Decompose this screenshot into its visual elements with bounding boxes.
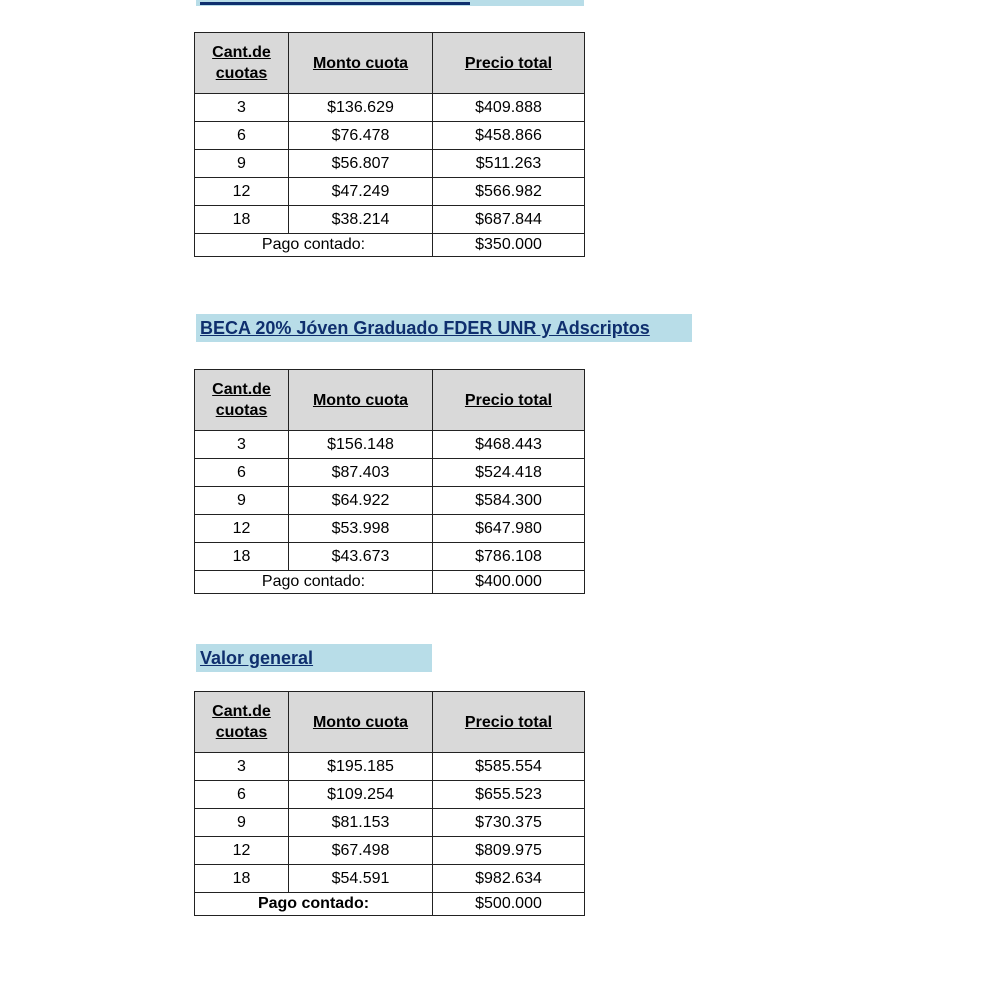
cell-cuotas: 6	[195, 781, 289, 809]
cell-monto: $87.403	[289, 459, 433, 487]
table-row	[195, 781, 585, 809]
cell-precio: $468.443	[433, 431, 585, 459]
cell-monto: $56.807	[289, 150, 433, 178]
cell-cuotas: 9	[195, 809, 289, 837]
cell-cuotas: 12	[195, 178, 289, 206]
cell-cuotas: 3	[195, 431, 289, 459]
header-monto: Monto cuota	[289, 33, 433, 94]
cell-cuotas: 18	[195, 543, 289, 571]
contado-label: Pago contado:	[195, 571, 433, 594]
cell-monto: $156.148	[289, 431, 433, 459]
header-row	[195, 370, 585, 431]
section-banner-top	[196, 0, 584, 6]
section-title: BECA 20% Jóven Graduado FDER UNR y Adscriptos	[200, 318, 650, 338]
header-cuotas: Cant.de cuotas	[195, 692, 289, 753]
price-table-3	[194, 691, 585, 916]
cell-precio: $982.634	[433, 865, 585, 893]
header-monto: Monto cuota	[289, 692, 433, 753]
table-row	[195, 94, 585, 122]
table-row	[195, 837, 585, 865]
cell-monto: $195.185	[289, 753, 433, 781]
cell-precio: $524.418	[433, 459, 585, 487]
cell-cuotas: 3	[195, 94, 289, 122]
cell-monto: $136.629	[289, 94, 433, 122]
cell-precio: $409.888	[433, 94, 585, 122]
cell-monto: $54.591	[289, 865, 433, 893]
header-precio: Precio total	[433, 370, 585, 431]
contado-value: $350.000	[433, 234, 585, 257]
cell-precio: $584.300	[433, 487, 585, 515]
cell-precio: $655.523	[433, 781, 585, 809]
cell-monto: $53.998	[289, 515, 433, 543]
contado-row	[195, 893, 585, 916]
table-row	[195, 122, 585, 150]
cell-cuotas: 9	[195, 150, 289, 178]
contado-row	[195, 234, 585, 257]
cell-precio: $585.554	[433, 753, 585, 781]
table-row	[195, 178, 585, 206]
table-row	[195, 206, 585, 234]
cell-cuotas: 12	[195, 515, 289, 543]
banner-underline	[200, 2, 470, 5]
header-precio: Precio total	[433, 692, 585, 753]
cell-cuotas: 18	[195, 206, 289, 234]
cell-monto: $43.673	[289, 543, 433, 571]
contado-label: Pago contado:	[195, 893, 433, 916]
header-precio: Precio total	[433, 33, 585, 94]
cell-monto: $81.153	[289, 809, 433, 837]
cell-cuotas: 18	[195, 865, 289, 893]
cell-precio: $809.975	[433, 837, 585, 865]
header-cuotas: Cant.de cuotas	[195, 33, 289, 94]
cell-monto: $109.254	[289, 781, 433, 809]
cell-precio: $511.263	[433, 150, 585, 178]
cell-cuotas: 6	[195, 459, 289, 487]
cell-monto: $64.922	[289, 487, 433, 515]
header-row	[195, 692, 585, 753]
table-row	[195, 515, 585, 543]
cell-monto: $67.498	[289, 837, 433, 865]
cell-cuotas: 6	[195, 122, 289, 150]
cell-monto: $76.478	[289, 122, 433, 150]
cell-precio: $647.980	[433, 515, 585, 543]
cell-precio: $786.108	[433, 543, 585, 571]
table-row	[195, 150, 585, 178]
cell-monto: $38.214	[289, 206, 433, 234]
table-row	[195, 543, 585, 571]
table-row	[195, 431, 585, 459]
table-row	[195, 753, 585, 781]
price-table-2	[194, 369, 585, 594]
table-row	[195, 459, 585, 487]
header-monto: Monto cuota	[289, 370, 433, 431]
cell-cuotas: 12	[195, 837, 289, 865]
header-row	[195, 33, 585, 94]
table-row	[195, 809, 585, 837]
price-table-1	[194, 32, 585, 257]
cell-monto: $47.249	[289, 178, 433, 206]
contado-row	[195, 571, 585, 594]
cell-precio: $566.982	[433, 178, 585, 206]
contado-value: $400.000	[433, 571, 585, 594]
cell-cuotas: 3	[195, 753, 289, 781]
cell-cuotas: 9	[195, 487, 289, 515]
section-banner-beca	[196, 314, 692, 342]
contado-label: Pago contado:	[195, 234, 433, 257]
contado-value: $500.000	[433, 893, 585, 916]
section-title: Valor general	[200, 648, 314, 668]
cell-precio: $458.866	[433, 122, 585, 150]
header-cuotas: Cant.de cuotas	[195, 370, 289, 431]
section-banner-general	[196, 644, 432, 672]
cell-precio: $687.844	[433, 206, 585, 234]
cell-precio: $730.375	[433, 809, 585, 837]
table-row	[195, 865, 585, 893]
table-row	[195, 487, 585, 515]
